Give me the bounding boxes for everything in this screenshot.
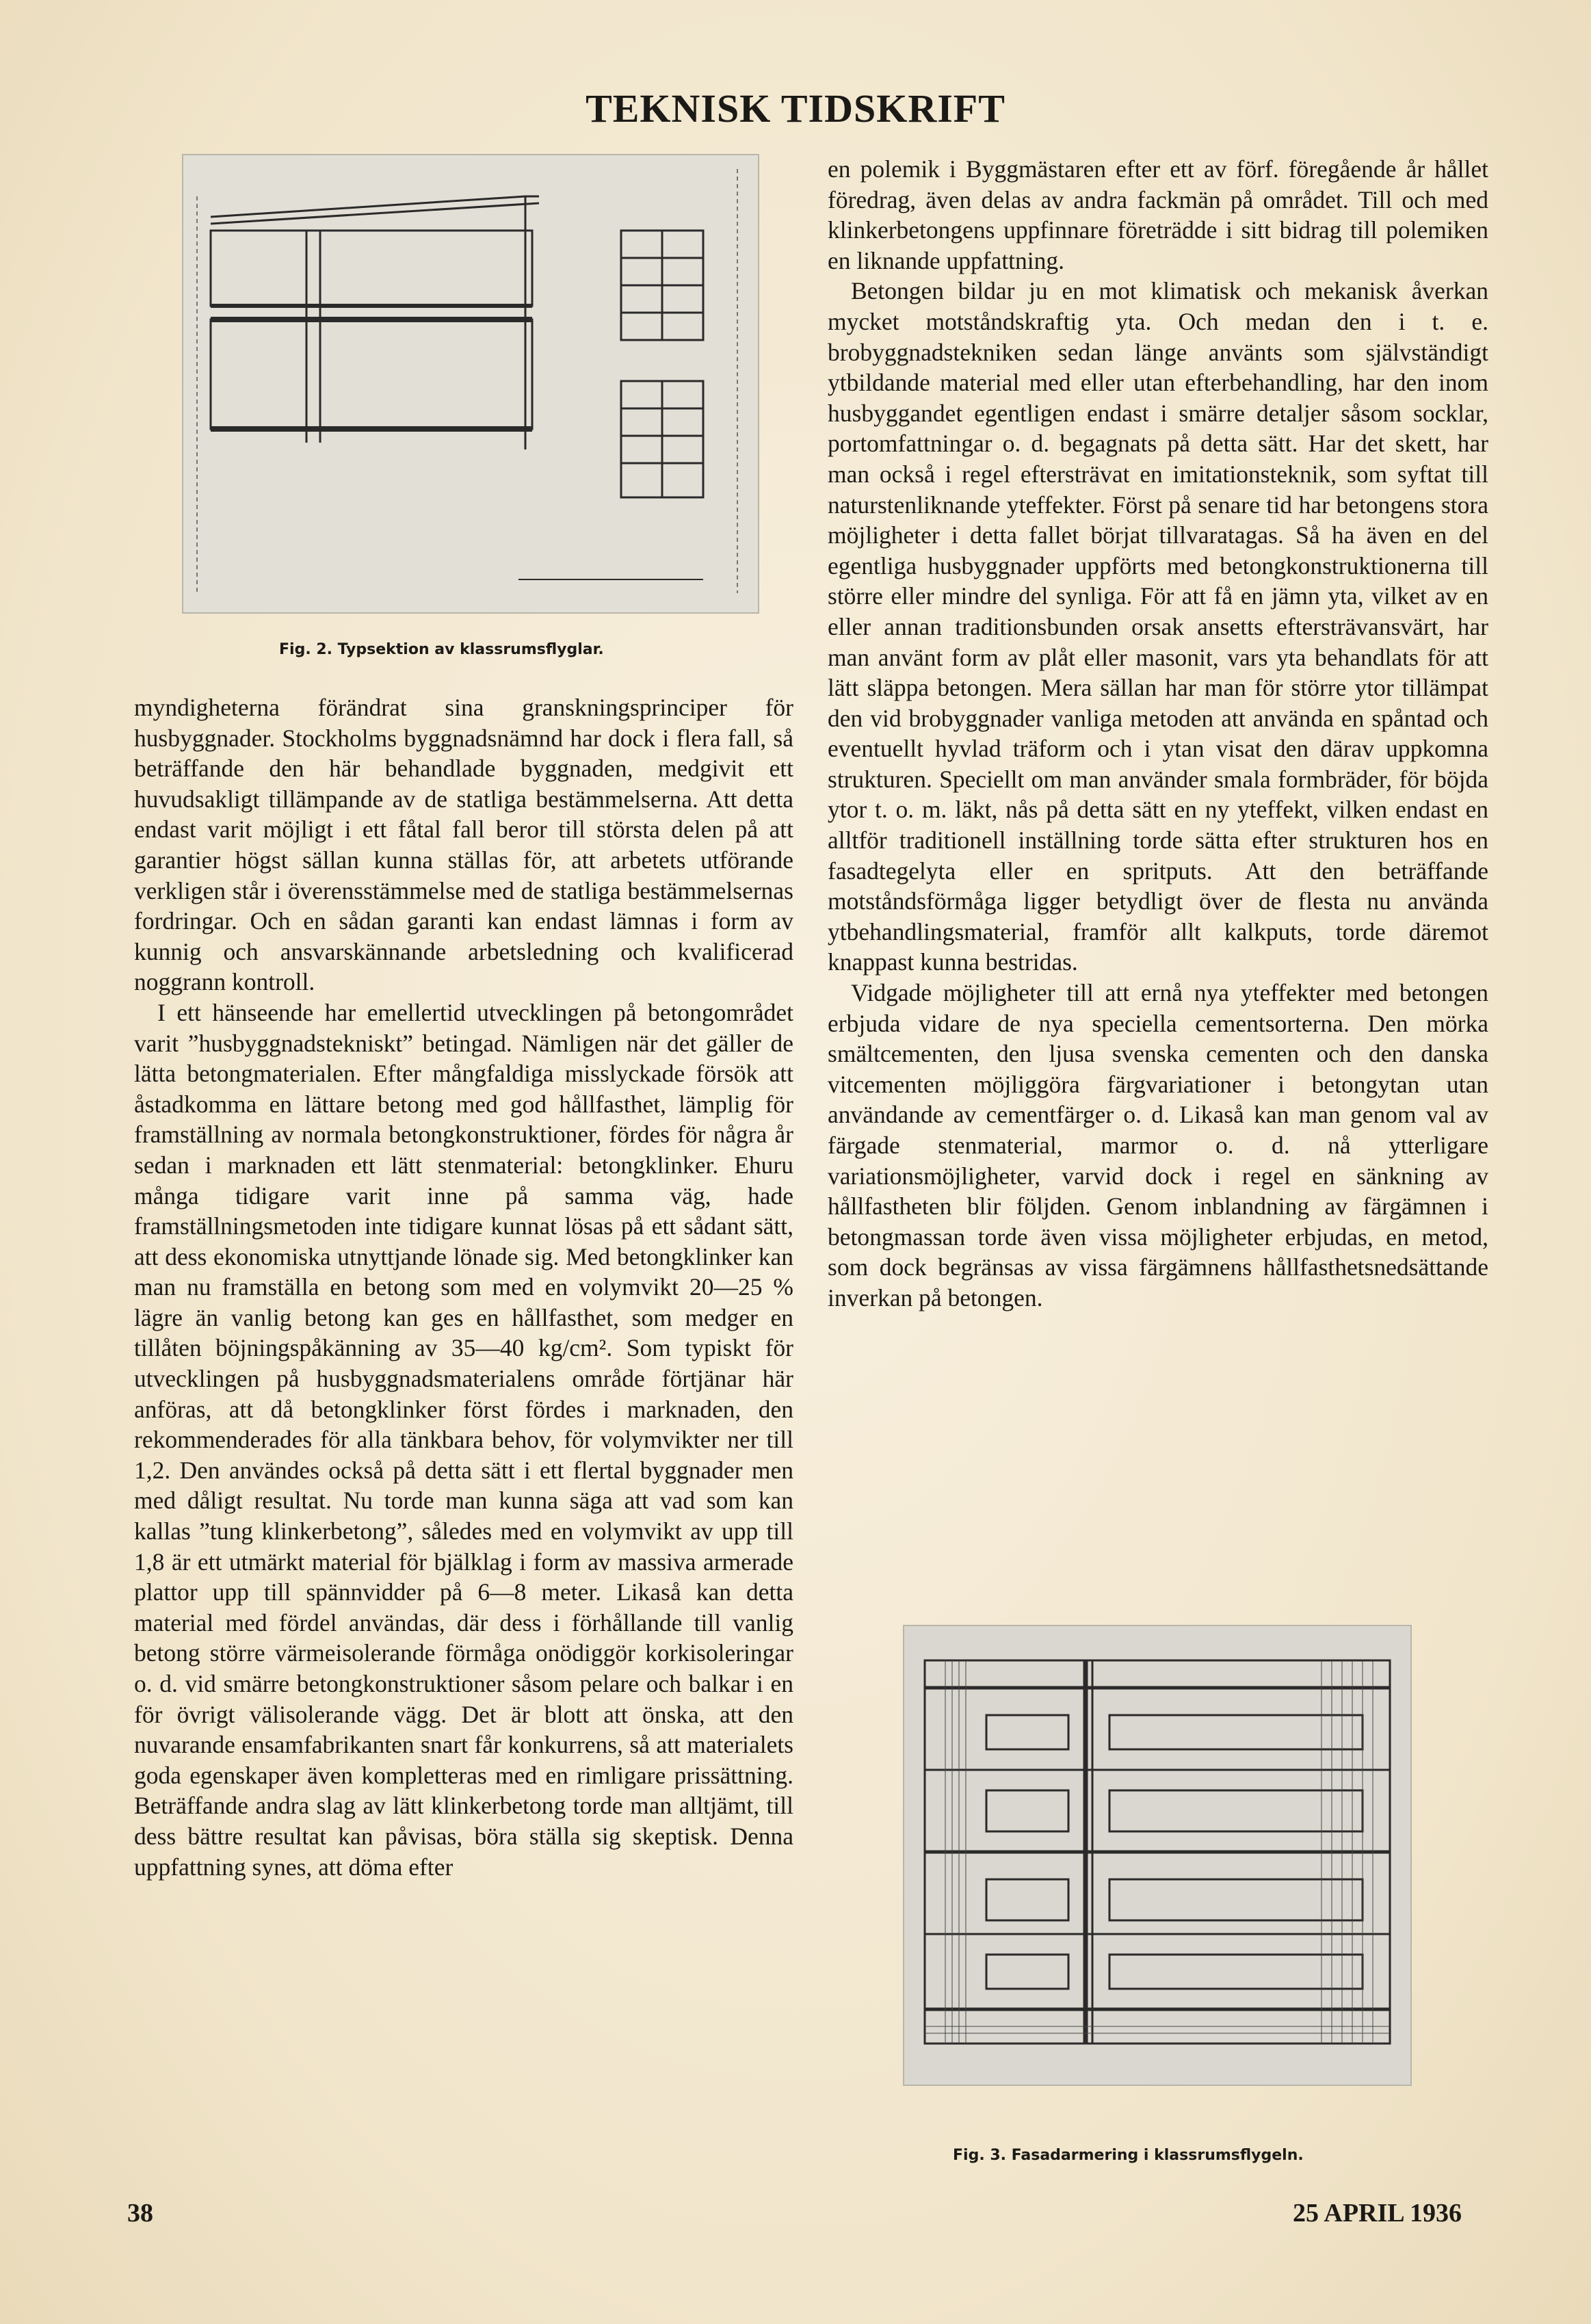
left-text-column [134,692,793,1882]
figure-2-section-drawing [182,154,759,614]
journal-masthead: TEKNISK TIDSKRIFT [586,86,1005,131]
paragraph: myndigheterna förändrat sina granskningsprinciper för husbyggnader. Stockholms byggnadsnämnd har dock i flera fall, så beträffande den här behandlade byggnaden, medgivit ett huvudsakligt tillämpande av de statliga bestämmelserna. Att detta endast varit möjligt i ett fåtal fall beror till största delen på att garantier högst sällan kunna ställas för, att arbetets utförande verkligen står i överensstämmelse med de statliga bestämmelsernas fordringar. Och en sådan garanti kan endast lämnas i form av kunnig och ansvarskännande arbetsledning och kvalificerad noggrann kontroll. [134,694,793,996]
paragraph: Vidgade möjligheter till att ernå nya yteffekter med betongen erbjuda vidare de nya speciella cementsorterna. Den mörka smältcementen, den ljusa svenska cementen och den danska vitcementen möjliggöra färgvariationer i betongytan utan användande av cementfärger o. d. Likaså kan man genom val av färgade stenmaterial, marmor o. d. nå ytterligare variationsmöjligheter, varvid dock i regel en sänkning av hållfastheten blir följden. Genom inblandning av färgämnen i betongmassan torde även vissa möjligheter erbjudas, en metod, som dock begränsas av vissa färgämnens hållfasthetsnedsättande inverkan på betongen. [828,979,1488,1311]
issue-date: 25 APRIL 1936 [1293,2199,1462,2228]
paragraph: Betongen bildar ju en mot klimatisk och mekanisk åverkan mycket motståndskraftig yta. Och medan den i t. e. brobyggnadstekniken sedan länge använts som självständigt ytbildande material med eller utan efterbehandling, har den inom husbyggandet egentligen endast i smärre detaljer såsom socklar, portomfattningar o. d. begagnats på detta sätt. Har det skett, har man också i regel eftersträvat en imitationsteknik, som syftat till naturstenliknande yteffekter. Först på senare tid har betongens stora möjligheter i detta fallet börjat tillvaratagas. Så ha även en del egentliga husbyggnader uppförts med betongkonstruktionerna till större eller mindre del synliga. För att få en jämn yta, vilket av en eller annan traditionsbunden orsak ansetts eftersträvansvärt, har man använt form av plåt eller masonit, vars yta behandlats för att lätt släppa betongen. Mera sällan har man för större ytor tillämpat den vid brobyggnader vanliga metoden att använda en spåntad och eventuellt hyvlad träform och i ytan visat den därav uppkomna strukturen. Speciellt om man använder smala formbräder, för böjda ytor t. o. m. läkt, nås på detta sätt en ny yteffekt, vilken endast en alltför traditionell inställning torde sätta efter strukturen hos en fasadtegelyta eller en spritputs. Att den beträffande motståndsförmåga ligger betydligt över de flesta nu använda ytbehandlingsmaterial, framför allt kalkputs, torde däremot knappast kunna bestridas. [828,277,1488,976]
figure-2-caption: Fig. 2. Typsektion av klassrumsflyglar. [279,641,604,658]
page-number: 38 [127,2199,153,2228]
figure-3-reinforcement-drawing [903,1625,1412,2086]
paragraph: en polemik i Byggmästaren efter ett av förf. föregående år hållet föredrag, även delas av andra fackmän på området. Till och med klinkerbetongens uppfinnare företrädde i sitt bidrag till polemiken en liknande uppfattning. [828,155,1488,274]
figure-3-caption: Fig. 3. Fasadarmering i klassrumsflygeln. [953,2147,1304,2164]
section-drawing-graphic [183,155,758,612]
paragraph: I ett hänseende har emellertid utvecklingen på betongområdet varit ”husbyggnadstekniskt” betingad. Nämligen när det gäller de lätta betongmaterialen. Efter mångfaldiga misslyckade försök att åstadkomma en lättare betong med god hållfasthet, lämplig för framställning av normala betongkonstruktioner, fördes för några år sedan i marknaden ett lätt stenmaterial: betongklinker. Ehuru många tidigare varit inne på samma väg, hade framställningsmetoden inte tidigare kunnat lösas på ett sådant sätt, att dess ekonomiska utnyttjande lönade sig. Med betongklinker kan man nu framställa en betong som med en volymvikt 20—25 % lägre än vanlig betong kan ges en hållfasthet, som medger en tillåten böjningspåkänning av 35—40 kg/cm². Som typiskt för utvecklingen på husbyggnadsmaterialens område förtjänar här anföras, att då betongklinker först fördes i marknaden, den rekommenderades för alla tänkbara behov, för volymvikter ner till 1,2. Den användes också på detta sätt i ett flertal byggnader men med dåligt resultat. Nu torde man kunna säga att vad som kan kallas ”tung klinkerbetong”, således med en volymvikt av upp till 1,8 är ett utmärkt material för bjälklag i form av massiva armerade plattor upp till spännvidder på 6—8 meter. Likaså kan detta material med fördel användas, där dess i förhållande till vanlig betong större värmeisolerande förmåga onödiggör korkisoleringar o. d. vid smärre betongkonstruktioner såsom pelare och balkar i en för övrigt välisolerande vägg. Det är blott att önska, att den nuvarande ensamfabrikanten snart får konkurrens, så att materialets goda egenskaper även kompletteras med en rimligare prissättning. Beträffande andra slag av lätt klinkerbetong torde man alltjämt, till dess bättre resultat kan påvisas, böra ställa sig skeptisk. Denna uppfattning synes, att döma efter [134,998,793,1881]
reinforcement-drawing-graphic [904,1626,1410,2085]
right-text-column [828,154,1488,1314]
